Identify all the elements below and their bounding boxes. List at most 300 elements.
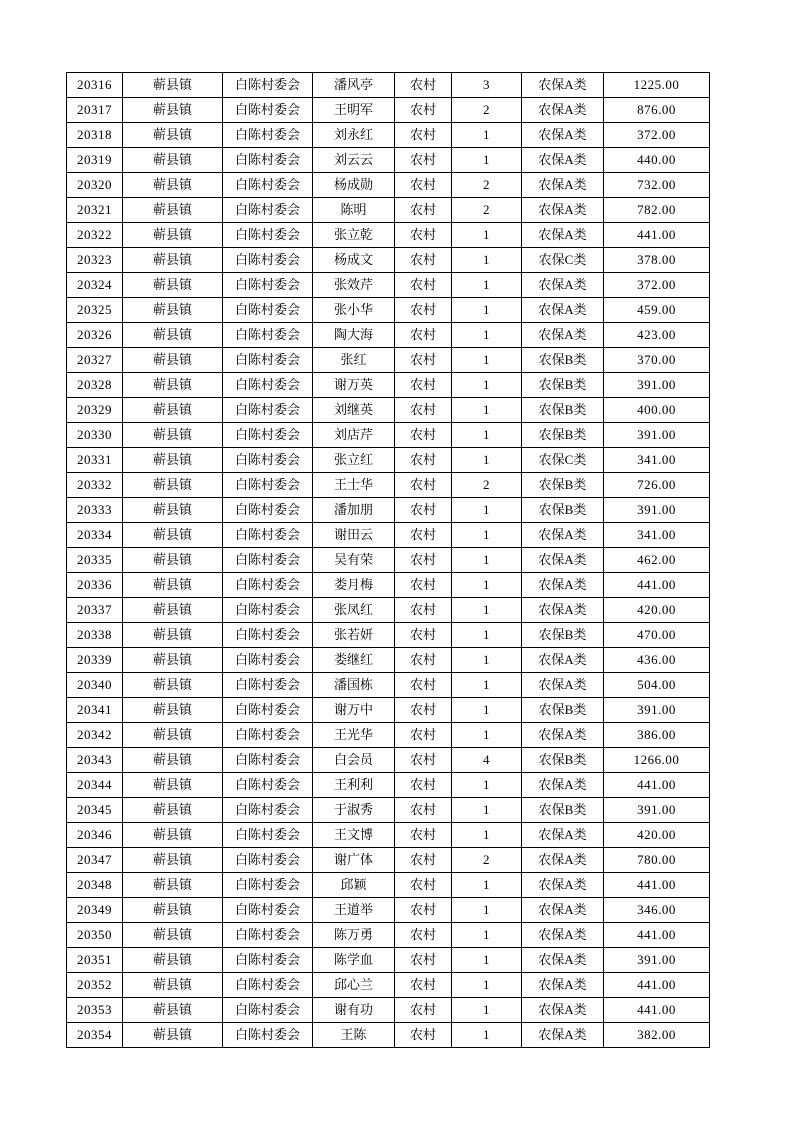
table-cell-insurance-category: 农保A类	[522, 923, 604, 948]
table-cell-amount: 420.00	[604, 823, 710, 848]
table-cell-village-committee: 白陈村委会	[223, 1023, 313, 1048]
table-cell-person-name: 王利利	[313, 773, 395, 798]
table-cell-person-count: 1	[452, 248, 522, 273]
table-cell-amount: 391.00	[604, 498, 710, 523]
table-cell-record-id: 20320	[67, 173, 123, 198]
table-cell-insurance-category: 农保A类	[522, 648, 604, 673]
table-cell-household-type: 农村	[395, 398, 452, 423]
table-cell-village-committee: 白陈村委会	[223, 498, 313, 523]
table-cell-amount: 1225.00	[604, 73, 710, 98]
table-cell-village-committee: 白陈村委会	[223, 98, 313, 123]
table-cell-village-committee: 白陈村委会	[223, 948, 313, 973]
table-cell-town: 蕲县镇	[123, 773, 223, 798]
table-cell-person-count: 1	[452, 923, 522, 948]
table-cell-person-name: 潘国栋	[313, 673, 395, 698]
table-cell-person-count: 2	[452, 98, 522, 123]
table-cell-record-id: 20351	[67, 948, 123, 973]
table-cell-town: 蕲县镇	[123, 648, 223, 673]
table-cell-household-type: 农村	[395, 798, 452, 823]
table-cell-record-id: 20331	[67, 448, 123, 473]
table-cell-town: 蕲县镇	[123, 723, 223, 748]
table-cell-person-name: 白会员	[313, 748, 395, 773]
table-cell-town: 蕲县镇	[123, 548, 223, 573]
table-cell-person-name: 谢广体	[313, 848, 395, 873]
table-row	[67, 248, 710, 273]
table-cell-person-name: 于淑秀	[313, 798, 395, 823]
table-cell-insurance-category: 农保A类	[522, 573, 604, 598]
table-cell-household-type: 农村	[395, 998, 452, 1023]
table-row	[67, 223, 710, 248]
table-cell-amount: 372.00	[604, 123, 710, 148]
table-cell-insurance-category: 农保A类	[522, 523, 604, 548]
table-cell-village-committee: 白陈村委会	[223, 623, 313, 648]
table-cell-household-type: 农村	[395, 98, 452, 123]
table-cell-record-id: 20319	[67, 148, 123, 173]
table-cell-village-committee: 白陈村委会	[223, 648, 313, 673]
table-cell-insurance-category: 农保A类	[522, 123, 604, 148]
table-cell-village-committee: 白陈村委会	[223, 573, 313, 598]
table-cell-person-name: 王光华	[313, 723, 395, 748]
table-cell-amount: 441.00	[604, 923, 710, 948]
table-cell-person-count: 1	[452, 498, 522, 523]
table-cell-town: 蕲县镇	[123, 873, 223, 898]
table-cell-person-name: 张红	[313, 348, 395, 373]
table-row	[67, 423, 710, 448]
table-cell-town: 蕲县镇	[123, 473, 223, 498]
table-row	[67, 823, 710, 848]
table-cell-amount: 341.00	[604, 448, 710, 473]
table-cell-person-count: 2	[452, 848, 522, 873]
table-row	[67, 1023, 710, 1048]
table-cell-village-committee: 白陈村委会	[223, 223, 313, 248]
table-cell-record-id: 20332	[67, 473, 123, 498]
table-cell-town: 蕲县镇	[123, 923, 223, 948]
table-cell-household-type: 农村	[395, 948, 452, 973]
table-cell-insurance-category: 农保A类	[522, 323, 604, 348]
table-cell-amount: 370.00	[604, 348, 710, 373]
table-cell-person-name: 张凤红	[313, 598, 395, 623]
table-cell-household-type: 农村	[395, 148, 452, 173]
table-cell-insurance-category: 农保A类	[522, 998, 604, 1023]
table-cell-amount: 1266.00	[604, 748, 710, 773]
table-cell-town: 蕲县镇	[123, 673, 223, 698]
table-row	[67, 323, 710, 348]
table-cell-town: 蕲县镇	[123, 373, 223, 398]
table-cell-town: 蕲县镇	[123, 73, 223, 98]
table-cell-person-count: 1	[452, 423, 522, 448]
table-cell-town: 蕲县镇	[123, 273, 223, 298]
table-cell-person-name: 张立红	[313, 448, 395, 473]
table-cell-record-id: 20349	[67, 898, 123, 923]
table-cell-household-type: 农村	[395, 423, 452, 448]
table-cell-person-count: 2	[452, 473, 522, 498]
table-cell-record-id: 20336	[67, 573, 123, 598]
table-cell-insurance-category: 农保A类	[522, 148, 604, 173]
table-cell-village-committee: 白陈村委会	[223, 373, 313, 398]
table-cell-village-committee: 白陈村委会	[223, 723, 313, 748]
table-cell-village-committee: 白陈村委会	[223, 773, 313, 798]
data-table	[66, 72, 710, 1048]
table-cell-record-id: 20346	[67, 823, 123, 848]
table-cell-amount: 378.00	[604, 248, 710, 273]
table-row	[67, 148, 710, 173]
table-cell-amount: 423.00	[604, 323, 710, 348]
table-cell-town: 蕲县镇	[123, 798, 223, 823]
table-cell-record-id: 20354	[67, 1023, 123, 1048]
table-cell-household-type: 农村	[395, 73, 452, 98]
table-cell-record-id: 20337	[67, 598, 123, 623]
table-cell-town: 蕲县镇	[123, 198, 223, 223]
table-row	[67, 98, 710, 123]
table-cell-person-name: 谢田云	[313, 523, 395, 548]
table-cell-person-name: 潘加朋	[313, 498, 395, 523]
table-row	[67, 748, 710, 773]
table-cell-amount: 400.00	[604, 398, 710, 423]
table-row	[67, 498, 710, 523]
table-cell-person-name: 刘云云	[313, 148, 395, 173]
table-cell-insurance-category: 农保B类	[522, 698, 604, 723]
table-cell-person-name: 王士华	[313, 473, 395, 498]
table-cell-record-id: 20316	[67, 73, 123, 98]
table-cell-village-committee: 白陈村委会	[223, 748, 313, 773]
table-cell-record-id: 20323	[67, 248, 123, 273]
table-cell-insurance-category: 农保B类	[522, 373, 604, 398]
table-cell-person-name: 王道举	[313, 898, 395, 923]
table-cell-town: 蕲县镇	[123, 98, 223, 123]
table-cell-person-name: 张效芹	[313, 273, 395, 298]
table-cell-person-name: 陈明	[313, 198, 395, 223]
table-cell-household-type: 农村	[395, 323, 452, 348]
table-cell-household-type: 农村	[395, 173, 452, 198]
table-cell-record-id: 20339	[67, 648, 123, 673]
table-cell-amount: 441.00	[604, 573, 710, 598]
table-cell-record-id: 20327	[67, 348, 123, 373]
table-row	[67, 548, 710, 573]
table-cell-household-type: 农村	[395, 448, 452, 473]
table-cell-insurance-category: 农保A类	[522, 223, 604, 248]
table-cell-household-type: 农村	[395, 973, 452, 998]
table-row	[67, 598, 710, 623]
table-cell-household-type: 农村	[395, 773, 452, 798]
table-cell-household-type: 农村	[395, 698, 452, 723]
table-cell-record-id: 20322	[67, 223, 123, 248]
table-cell-village-committee: 白陈村委会	[223, 323, 313, 348]
table-cell-village-committee: 白陈村委会	[223, 673, 313, 698]
table-cell-record-id: 20352	[67, 973, 123, 998]
table-cell-town: 蕲县镇	[123, 598, 223, 623]
table-row	[67, 673, 710, 698]
table-cell-amount: 726.00	[604, 473, 710, 498]
table-cell-person-name: 陈学血	[313, 948, 395, 973]
table-cell-town: 蕲县镇	[123, 898, 223, 923]
table-cell-person-count: 1	[452, 598, 522, 623]
table-cell-person-count: 1	[452, 723, 522, 748]
table-cell-village-committee: 白陈村委会	[223, 973, 313, 998]
table-cell-village-committee: 白陈村委会	[223, 173, 313, 198]
table-cell-person-count: 1	[452, 898, 522, 923]
table-cell-record-id: 20348	[67, 873, 123, 898]
table-cell-amount: 780.00	[604, 848, 710, 873]
table-cell-household-type: 农村	[395, 673, 452, 698]
table-cell-person-name: 杨成文	[313, 248, 395, 273]
table-cell-person-name: 谢万英	[313, 373, 395, 398]
table-cell-insurance-category: 农保A类	[522, 598, 604, 623]
table-cell-town: 蕲县镇	[123, 1023, 223, 1048]
table-cell-record-id: 20318	[67, 123, 123, 148]
table-cell-person-count: 1	[452, 998, 522, 1023]
table-row	[67, 398, 710, 423]
table-cell-person-count: 1	[452, 323, 522, 348]
table-cell-town: 蕲县镇	[123, 498, 223, 523]
table-cell-record-id: 20328	[67, 373, 123, 398]
table-cell-amount: 391.00	[604, 698, 710, 723]
table-cell-person-name: 邱心兰	[313, 973, 395, 998]
table-cell-record-id: 20341	[67, 698, 123, 723]
table-cell-record-id: 20347	[67, 848, 123, 873]
table-cell-record-id: 20340	[67, 673, 123, 698]
table-cell-person-count: 1	[452, 648, 522, 673]
table-cell-person-name: 张小华	[313, 298, 395, 323]
table-cell-record-id: 20329	[67, 398, 123, 423]
table-cell-village-committee: 白陈村委会	[223, 798, 313, 823]
table-cell-amount: 441.00	[604, 223, 710, 248]
table-cell-insurance-category: 农保B类	[522, 473, 604, 498]
table-cell-person-count: 1	[452, 398, 522, 423]
table-cell-person-count: 1	[452, 523, 522, 548]
table-row	[67, 348, 710, 373]
table-row	[67, 773, 710, 798]
table-cell-amount: 441.00	[604, 973, 710, 998]
table-cell-household-type: 农村	[395, 923, 452, 948]
table-cell-person-count: 1	[452, 673, 522, 698]
table-row	[67, 898, 710, 923]
table-cell-household-type: 农村	[395, 548, 452, 573]
table-cell-record-id: 20321	[67, 198, 123, 223]
table-cell-person-count: 1	[452, 223, 522, 248]
table-cell-record-id: 20353	[67, 998, 123, 1023]
table-cell-town: 蕲县镇	[123, 523, 223, 548]
table-cell-village-committee: 白陈村委会	[223, 398, 313, 423]
table-cell-person-name: 王明军	[313, 98, 395, 123]
table-cell-record-id: 20333	[67, 498, 123, 523]
table-cell-household-type: 农村	[395, 748, 452, 773]
table-cell-person-count: 1	[452, 573, 522, 598]
table-cell-town: 蕲县镇	[123, 448, 223, 473]
table-row	[67, 573, 710, 598]
table-cell-amount: 441.00	[604, 773, 710, 798]
table-cell-person-name: 杨成勋	[313, 173, 395, 198]
table-cell-insurance-category: 农保A类	[522, 898, 604, 923]
table-row	[67, 973, 710, 998]
table-cell-person-count: 4	[452, 748, 522, 773]
table-cell-village-committee: 白陈村委会	[223, 548, 313, 573]
table-cell-amount: 441.00	[604, 998, 710, 1023]
table-cell-amount: 441.00	[604, 873, 710, 898]
table-cell-household-type: 农村	[395, 348, 452, 373]
table-cell-person-name: 张若妍	[313, 623, 395, 648]
table-cell-person-count: 1	[452, 698, 522, 723]
table-cell-record-id: 20324	[67, 273, 123, 298]
table-cell-person-count: 1	[452, 1023, 522, 1048]
table-cell-town: 蕲县镇	[123, 123, 223, 148]
table-cell-person-count: 1	[452, 873, 522, 898]
table-cell-town: 蕲县镇	[123, 623, 223, 648]
table-cell-town: 蕲县镇	[123, 248, 223, 273]
table-cell-amount: 462.00	[604, 548, 710, 573]
table-cell-household-type: 农村	[395, 473, 452, 498]
table-cell-village-committee: 白陈村委会	[223, 123, 313, 148]
table-cell-insurance-category: 农保A类	[522, 98, 604, 123]
table-cell-village-committee: 白陈村委会	[223, 73, 313, 98]
table-cell-village-committee: 白陈村委会	[223, 448, 313, 473]
table-cell-household-type: 农村	[395, 848, 452, 873]
table-cell-amount: 386.00	[604, 723, 710, 748]
table-cell-record-id: 20342	[67, 723, 123, 748]
table-cell-amount: 504.00	[604, 673, 710, 698]
table-cell-person-count: 1	[452, 798, 522, 823]
table-cell-village-committee: 白陈村委会	[223, 523, 313, 548]
table-cell-insurance-category: 农保A类	[522, 823, 604, 848]
table-cell-insurance-category: 农保B类	[522, 498, 604, 523]
table-cell-insurance-category: 农保A类	[522, 198, 604, 223]
table-cell-town: 蕲县镇	[123, 398, 223, 423]
table-cell-town: 蕲县镇	[123, 823, 223, 848]
table-cell-person-name: 刘店芹	[313, 423, 395, 448]
table-cell-person-name: 娄月梅	[313, 573, 395, 598]
table-row	[67, 273, 710, 298]
table-cell-person-name: 娄继红	[313, 648, 395, 673]
table-cell-record-id: 20325	[67, 298, 123, 323]
table-row	[67, 373, 710, 398]
table-cell-town: 蕲县镇	[123, 323, 223, 348]
table-cell-person-name: 谢有功	[313, 998, 395, 1023]
table-row	[67, 948, 710, 973]
table-cell-record-id: 20330	[67, 423, 123, 448]
table-cell-person-name: 邱颖	[313, 873, 395, 898]
table-row	[67, 523, 710, 548]
table-cell-person-count: 1	[452, 548, 522, 573]
table-cell-insurance-category: 农保A类	[522, 173, 604, 198]
table-cell-amount: 876.00	[604, 98, 710, 123]
table-cell-person-name: 王文博	[313, 823, 395, 848]
table-row	[67, 648, 710, 673]
table-cell-person-count: 1	[452, 948, 522, 973]
table-cell-village-committee: 白陈村委会	[223, 898, 313, 923]
table-cell-amount: 382.00	[604, 1023, 710, 1048]
table-cell-insurance-category: 农保B类	[522, 348, 604, 373]
table-cell-village-committee: 白陈村委会	[223, 348, 313, 373]
table-cell-record-id: 20334	[67, 523, 123, 548]
table-cell-insurance-category: 农保A类	[522, 73, 604, 98]
table-cell-town: 蕲县镇	[123, 298, 223, 323]
table-cell-amount: 372.00	[604, 273, 710, 298]
table-cell-person-count: 1	[452, 273, 522, 298]
table-cell-village-committee: 白陈村委会	[223, 598, 313, 623]
table-cell-insurance-category: 农保B类	[522, 623, 604, 648]
table-cell-amount: 391.00	[604, 798, 710, 823]
table-cell-village-committee: 白陈村委会	[223, 423, 313, 448]
table-cell-insurance-category: 农保C类	[522, 248, 604, 273]
table-cell-person-count: 1	[452, 448, 522, 473]
table-cell-insurance-category: 农保A类	[522, 298, 604, 323]
table-cell-household-type: 农村	[395, 298, 452, 323]
table-cell-person-count: 1	[452, 773, 522, 798]
table-cell-amount: 420.00	[604, 598, 710, 623]
table-cell-household-type: 农村	[395, 373, 452, 398]
table-cell-person-count: 1	[452, 148, 522, 173]
table-cell-record-id: 20335	[67, 548, 123, 573]
table-cell-person-count: 3	[452, 73, 522, 98]
table-cell-town: 蕲县镇	[123, 348, 223, 373]
table-cell-person-name: 陈万勇	[313, 923, 395, 948]
table-cell-insurance-category: 农保A类	[522, 973, 604, 998]
table-cell-village-committee: 白陈村委会	[223, 248, 313, 273]
table-cell-record-id: 20317	[67, 98, 123, 123]
table-cell-household-type: 农村	[395, 223, 452, 248]
table-cell-amount: 440.00	[604, 148, 710, 173]
table-cell-village-committee: 白陈村委会	[223, 923, 313, 948]
table-row	[67, 923, 710, 948]
table-cell-household-type: 农村	[395, 723, 452, 748]
table-cell-town: 蕲县镇	[123, 948, 223, 973]
table-cell-town: 蕲县镇	[123, 973, 223, 998]
table-cell-village-committee: 白陈村委会	[223, 823, 313, 848]
table-cell-household-type: 农村	[395, 273, 452, 298]
table-cell-amount: 782.00	[604, 198, 710, 223]
table-cell-amount: 732.00	[604, 173, 710, 198]
table-cell-household-type: 农村	[395, 123, 452, 148]
table-cell-household-type: 农村	[395, 248, 452, 273]
table-cell-insurance-category: 农保C类	[522, 448, 604, 473]
table-cell-village-committee: 白陈村委会	[223, 698, 313, 723]
table-row	[67, 848, 710, 873]
table-cell-town: 蕲县镇	[123, 423, 223, 448]
table-row	[67, 298, 710, 323]
table-cell-person-name: 王陈	[313, 1023, 395, 1048]
table-row	[67, 723, 710, 748]
table-cell-insurance-category: 农保A类	[522, 673, 604, 698]
table-cell-person-name: 潘风亭	[313, 73, 395, 98]
table-cell-household-type: 农村	[395, 198, 452, 223]
table-cell-insurance-category: 农保B类	[522, 423, 604, 448]
table-cell-person-count: 1	[452, 298, 522, 323]
table-cell-person-name: 吴有荣	[313, 548, 395, 573]
table-cell-record-id: 20338	[67, 623, 123, 648]
table-cell-town: 蕲县镇	[123, 173, 223, 198]
table-cell-person-name: 刘继英	[313, 398, 395, 423]
table-cell-household-type: 农村	[395, 823, 452, 848]
table-cell-record-id: 20344	[67, 773, 123, 798]
table-cell-insurance-category: 农保B类	[522, 748, 604, 773]
table-cell-insurance-category: 农保A类	[522, 723, 604, 748]
table-row	[67, 73, 710, 98]
table-cell-village-committee: 白陈村委会	[223, 298, 313, 323]
table-row	[67, 473, 710, 498]
table-cell-person-count: 2	[452, 173, 522, 198]
table-cell-amount: 470.00	[604, 623, 710, 648]
table-cell-town: 蕲县镇	[123, 748, 223, 773]
table-cell-village-committee: 白陈村委会	[223, 848, 313, 873]
table-row	[67, 798, 710, 823]
table-cell-village-committee: 白陈村委会	[223, 148, 313, 173]
table-row	[67, 873, 710, 898]
table-cell-village-committee: 白陈村委会	[223, 873, 313, 898]
table-cell-person-name: 陶大海	[313, 323, 395, 348]
table-cell-record-id: 20345	[67, 798, 123, 823]
table-row	[67, 123, 710, 148]
table-cell-person-count: 1	[452, 373, 522, 398]
table-row	[67, 998, 710, 1023]
